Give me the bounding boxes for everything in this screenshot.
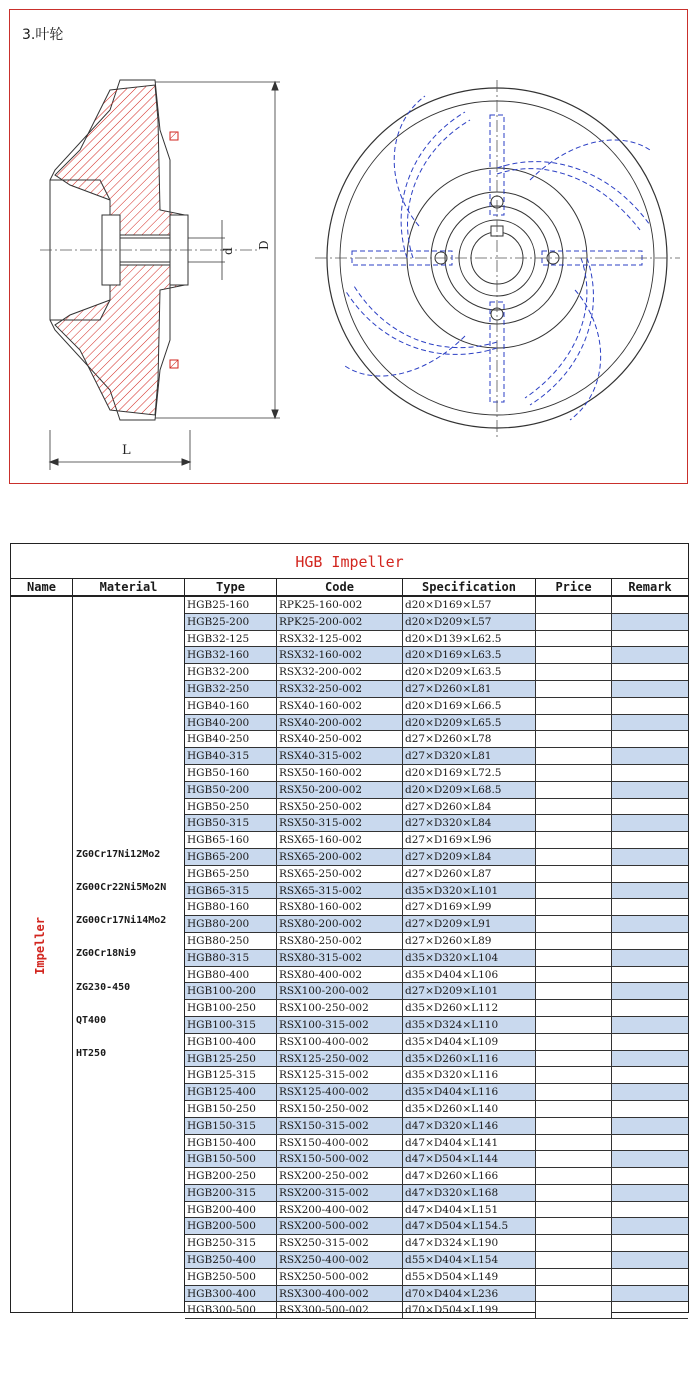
cell-price bbox=[536, 849, 612, 865]
cell-remark bbox=[612, 1302, 688, 1318]
cell-price bbox=[536, 715, 612, 731]
impeller-cross-section bbox=[40, 80, 280, 470]
cell-remark bbox=[612, 597, 688, 613]
table-row bbox=[185, 614, 688, 631]
cell-type: HGB25-160 bbox=[185, 597, 277, 613]
name-column bbox=[11, 597, 73, 1312]
cell-remark bbox=[612, 647, 688, 663]
cell-specification: d47×D504×L154.5 bbox=[403, 1218, 536, 1234]
cell-remark bbox=[612, 782, 688, 798]
table-row bbox=[185, 799, 688, 816]
cell-price bbox=[536, 883, 612, 899]
header-price: Price bbox=[536, 579, 612, 596]
cell-code: RSX250-315-002 bbox=[277, 1235, 403, 1251]
cell-price bbox=[536, 1034, 612, 1050]
table-row bbox=[185, 1051, 688, 1068]
cell-type: HGB40-160 bbox=[185, 698, 277, 714]
cell-type: HGB150-250 bbox=[185, 1101, 277, 1117]
cell-code: RSX200-400-002 bbox=[277, 1202, 403, 1218]
cell-code: RSX250-400-002 bbox=[277, 1252, 403, 1268]
cell-type: HGB125-400 bbox=[185, 1084, 277, 1100]
table-title: HGB Impeller bbox=[11, 544, 688, 579]
table-row bbox=[185, 1101, 688, 1118]
table-row bbox=[185, 647, 688, 664]
cell-type: HGB80-315 bbox=[185, 950, 277, 966]
cell-code: RSX150-250-002 bbox=[277, 1101, 403, 1117]
table-row bbox=[185, 631, 688, 648]
cell-price bbox=[536, 866, 612, 882]
cell-type: HGB80-250 bbox=[185, 933, 277, 949]
table-row bbox=[185, 866, 688, 883]
cell-type: HGB100-400 bbox=[185, 1034, 277, 1050]
cell-remark bbox=[612, 631, 688, 647]
cell-code: RSX300-500-002 bbox=[277, 1302, 403, 1318]
cell-remark bbox=[612, 1067, 688, 1083]
cell-type: HGB50-250 bbox=[185, 799, 277, 815]
table-row bbox=[185, 597, 688, 614]
cell-type: HGB65-200 bbox=[185, 849, 277, 865]
cell-type: HGB200-500 bbox=[185, 1218, 277, 1234]
cell-type: HGB250-315 bbox=[185, 1235, 277, 1251]
name-value: Impeller bbox=[33, 917, 47, 975]
cell-price bbox=[536, 1017, 612, 1033]
cell-type: HGB150-315 bbox=[185, 1118, 277, 1134]
cell-remark bbox=[612, 681, 688, 697]
cell-remark bbox=[612, 832, 688, 848]
table-row bbox=[185, 765, 688, 782]
cell-price bbox=[536, 933, 612, 949]
cell-specification: d55×D404×L154 bbox=[403, 1252, 536, 1268]
table-row bbox=[185, 748, 688, 765]
table-row bbox=[185, 1118, 688, 1135]
cell-remark bbox=[612, 748, 688, 764]
dimension-label-d-outer: D bbox=[257, 240, 271, 250]
cell-code: RSX32-250-002 bbox=[277, 681, 403, 697]
cell-type: HGB65-250 bbox=[185, 866, 277, 882]
cell-specification: d27×D169×L99 bbox=[403, 899, 536, 915]
cell-remark bbox=[612, 883, 688, 899]
header-specification: Specification bbox=[403, 579, 536, 596]
cell-price bbox=[536, 1218, 612, 1234]
cell-specification: d35×D404×L109 bbox=[403, 1034, 536, 1050]
cell-price bbox=[536, 983, 612, 999]
cell-specification: d27×D169×L96 bbox=[403, 832, 536, 848]
cell-type: HGB200-250 bbox=[185, 1168, 277, 1184]
cell-remark bbox=[612, 950, 688, 966]
cell-price bbox=[536, 1101, 612, 1117]
cell-type: HGB300-500 bbox=[185, 1302, 277, 1318]
cell-type: HGB300-400 bbox=[185, 1286, 277, 1302]
cell-remark bbox=[612, 1286, 688, 1302]
cell-type: HGB250-500 bbox=[185, 1269, 277, 1285]
header-code: Code bbox=[277, 579, 403, 596]
dimension-label-l: L bbox=[122, 443, 131, 458]
cell-type: HGB50-315 bbox=[185, 815, 277, 831]
cell-specification: d27×D260×L78 bbox=[403, 731, 536, 747]
cell-specification: d35×D320×L116 bbox=[403, 1067, 536, 1083]
cell-type: HGB40-200 bbox=[185, 715, 277, 731]
cell-code: RSX40-200-002 bbox=[277, 715, 403, 731]
table-body bbox=[185, 597, 688, 1319]
cell-remark bbox=[612, 1034, 688, 1050]
cell-code: RPK25-200-002 bbox=[277, 614, 403, 630]
cell-remark bbox=[612, 1269, 688, 1285]
cell-remark bbox=[612, 1051, 688, 1067]
cell-specification: d35×D404×L106 bbox=[403, 967, 536, 983]
cell-specification: d35×D260×L112 bbox=[403, 1000, 536, 1016]
cell-remark bbox=[612, 1118, 688, 1134]
cell-specification: d20×D209×L57 bbox=[403, 614, 536, 630]
cell-price bbox=[536, 647, 612, 663]
material-item: QT400 bbox=[76, 1015, 107, 1026]
table-row bbox=[185, 815, 688, 832]
cell-specification: d35×D320×L104 bbox=[403, 950, 536, 966]
table-row bbox=[185, 983, 688, 1000]
cell-type: HGB250-400 bbox=[185, 1252, 277, 1268]
cell-remark bbox=[612, 1084, 688, 1100]
cell-remark bbox=[612, 731, 688, 747]
table-row bbox=[185, 1017, 688, 1034]
cell-type: HGB65-160 bbox=[185, 832, 277, 848]
impeller-drawing-panel bbox=[9, 9, 688, 484]
cell-type: HGB200-315 bbox=[185, 1185, 277, 1201]
cell-code: RSX80-250-002 bbox=[277, 933, 403, 949]
cell-type: HGB65-315 bbox=[185, 883, 277, 899]
cell-price bbox=[536, 1135, 612, 1151]
section-title: 3.叶轮 bbox=[22, 27, 64, 43]
table-row bbox=[185, 1034, 688, 1051]
cell-code: RSX150-400-002 bbox=[277, 1135, 403, 1151]
cell-type: HGB80-400 bbox=[185, 967, 277, 983]
cell-price bbox=[536, 1302, 612, 1318]
cell-price bbox=[536, 899, 612, 915]
cell-specification: d20×D169×L66.5 bbox=[403, 698, 536, 714]
cell-price bbox=[536, 1084, 612, 1100]
cell-specification: d27×D320×L81 bbox=[403, 748, 536, 764]
cell-type: HGB80-200 bbox=[185, 916, 277, 932]
cell-specification: d27×D209×L91 bbox=[403, 916, 536, 932]
header-type: Type bbox=[185, 579, 277, 596]
cell-price bbox=[536, 1168, 612, 1184]
cell-specification: d35×D404×L116 bbox=[403, 1084, 536, 1100]
cell-remark bbox=[612, 1235, 688, 1251]
cell-code: RSX50-200-002 bbox=[277, 782, 403, 798]
cell-code: RSX100-200-002 bbox=[277, 983, 403, 999]
impeller-technical-drawing bbox=[10, 10, 689, 485]
cell-code: RSX200-250-002 bbox=[277, 1168, 403, 1184]
cell-specification: d47×D404×L141 bbox=[403, 1135, 536, 1151]
cell-price bbox=[536, 614, 612, 630]
cell-type: HGB32-200 bbox=[185, 664, 277, 680]
table-row bbox=[185, 1084, 688, 1101]
cell-type: HGB50-200 bbox=[185, 782, 277, 798]
cell-code: RSX100-250-002 bbox=[277, 1000, 403, 1016]
cell-code: RSX32-160-002 bbox=[277, 647, 403, 663]
cell-remark bbox=[612, 1168, 688, 1184]
cell-price bbox=[536, 967, 612, 983]
cell-price bbox=[536, 950, 612, 966]
impeller-table bbox=[10, 543, 689, 1317]
cell-type: HGB100-200 bbox=[185, 983, 277, 999]
table-row bbox=[185, 1269, 688, 1286]
cell-specification: d47×D504×L144 bbox=[403, 1151, 536, 1167]
cell-price bbox=[536, 1235, 612, 1251]
cell-specification: d27×D260×L81 bbox=[403, 681, 536, 697]
table-row bbox=[185, 1302, 688, 1319]
cell-code: RSX150-315-002 bbox=[277, 1118, 403, 1134]
table-row bbox=[185, 883, 688, 900]
dimension-label-d-bore: d bbox=[221, 247, 235, 255]
cell-code: RSX40-160-002 bbox=[277, 698, 403, 714]
cell-code: RSX200-500-002 bbox=[277, 1218, 403, 1234]
cell-specification: d35×D324×L110 bbox=[403, 1017, 536, 1033]
cell-price bbox=[536, 1252, 612, 1268]
cell-type: HGB200-400 bbox=[185, 1202, 277, 1218]
cell-remark bbox=[612, 1218, 688, 1234]
cell-specification: d27×D209×L84 bbox=[403, 849, 536, 865]
cell-price bbox=[536, 1000, 612, 1016]
cell-type: HGB40-315 bbox=[185, 748, 277, 764]
cell-type: HGB100-250 bbox=[185, 1000, 277, 1016]
cell-specification: d70×D404×L236 bbox=[403, 1286, 536, 1302]
cell-price bbox=[536, 1051, 612, 1067]
cell-specification: d27×D209×L101 bbox=[403, 983, 536, 999]
cell-price bbox=[536, 748, 612, 764]
cell-code: RSX65-250-002 bbox=[277, 866, 403, 882]
cell-remark bbox=[612, 983, 688, 999]
cell-price bbox=[536, 832, 612, 848]
cell-specification: d55×D504×L149 bbox=[403, 1269, 536, 1285]
cell-type: HGB32-125 bbox=[185, 631, 277, 647]
material-item: HT250 bbox=[76, 1048, 107, 1059]
table-row bbox=[185, 950, 688, 967]
cell-specification: d47×D324×L190 bbox=[403, 1235, 536, 1251]
header-name: Name bbox=[11, 579, 73, 596]
cell-type: HGB25-200 bbox=[185, 614, 277, 630]
cell-specification: d35×D320×L101 bbox=[403, 883, 536, 899]
cell-remark bbox=[612, 1135, 688, 1151]
table-row bbox=[185, 1067, 688, 1084]
cell-remark bbox=[612, 933, 688, 949]
cell-price bbox=[536, 597, 612, 613]
table-row bbox=[185, 782, 688, 799]
cell-remark bbox=[612, 916, 688, 932]
table-row bbox=[185, 849, 688, 866]
cell-remark bbox=[612, 1202, 688, 1218]
table-row bbox=[185, 681, 688, 698]
table-row bbox=[185, 899, 688, 916]
cell-type: HGB150-500 bbox=[185, 1151, 277, 1167]
cell-remark bbox=[612, 799, 688, 815]
table-row bbox=[185, 1135, 688, 1152]
cell-remark bbox=[612, 899, 688, 915]
table-row bbox=[185, 916, 688, 933]
material-item: ZG0Cr17Ni12Mo2 bbox=[76, 849, 161, 860]
cell-code: RSX300-400-002 bbox=[277, 1286, 403, 1302]
cell-specification: d20×D209×L65.5 bbox=[403, 715, 536, 731]
cell-specification: d27×D260×L89 bbox=[403, 933, 536, 949]
cell-price bbox=[536, 631, 612, 647]
table-row bbox=[185, 1151, 688, 1168]
cell-type: HGB125-315 bbox=[185, 1067, 277, 1083]
cell-price bbox=[536, 1118, 612, 1134]
cell-remark bbox=[612, 1017, 688, 1033]
cell-price bbox=[536, 681, 612, 697]
cell-type: HGB100-315 bbox=[185, 1017, 277, 1033]
cell-remark bbox=[612, 967, 688, 983]
table-row bbox=[185, 731, 688, 748]
cell-specification: d70×D504×L199 bbox=[403, 1302, 536, 1318]
cell-specification: d20×D169×L72.5 bbox=[403, 765, 536, 781]
cell-code: RSX40-315-002 bbox=[277, 748, 403, 764]
table-row bbox=[185, 1235, 688, 1252]
cell-price bbox=[536, 1269, 612, 1285]
cell-code: RSX65-315-002 bbox=[277, 883, 403, 899]
cell-specification: d20×D169×L63.5 bbox=[403, 647, 536, 663]
table-row bbox=[185, 1202, 688, 1219]
cell-specification: d35×D260×L140 bbox=[403, 1101, 536, 1117]
cell-specification: d47×D320×L146 bbox=[403, 1118, 536, 1134]
material-item: ZG0Cr18Ni9 bbox=[76, 948, 137, 959]
table-row bbox=[185, 664, 688, 681]
cell-remark bbox=[612, 765, 688, 781]
material-item: ZG00Cr17Ni14Mo2 bbox=[76, 915, 167, 926]
cell-specification: d47×D404×L151 bbox=[403, 1202, 536, 1218]
table-row bbox=[185, 1252, 688, 1269]
table-row bbox=[185, 933, 688, 950]
cell-code: RSX200-315-002 bbox=[277, 1185, 403, 1201]
cell-remark bbox=[612, 1000, 688, 1016]
cell-type: HGB32-250 bbox=[185, 681, 277, 697]
cell-code: RSX50-160-002 bbox=[277, 765, 403, 781]
cell-specification: d20×D209×L68.5 bbox=[403, 782, 536, 798]
cell-specification: d47×D260×L166 bbox=[403, 1168, 536, 1184]
cell-code: RSX65-200-002 bbox=[277, 849, 403, 865]
cell-price bbox=[536, 664, 612, 680]
cell-remark bbox=[612, 849, 688, 865]
impeller-front-view bbox=[315, 80, 680, 440]
cell-price bbox=[536, 731, 612, 747]
cell-price bbox=[536, 815, 612, 831]
cell-remark bbox=[612, 815, 688, 831]
cell-price bbox=[536, 1202, 612, 1218]
material-column bbox=[73, 597, 185, 1312]
cell-remark bbox=[612, 715, 688, 731]
cell-specification: d20×D169×L57 bbox=[403, 597, 536, 613]
cell-type: HGB50-160 bbox=[185, 765, 277, 781]
cell-price bbox=[536, 1067, 612, 1083]
cell-code: RSX100-315-002 bbox=[277, 1017, 403, 1033]
cell-code: RSX125-400-002 bbox=[277, 1084, 403, 1100]
cell-specification: d20×D209×L63.5 bbox=[403, 664, 536, 680]
cell-type: HGB32-160 bbox=[185, 647, 277, 663]
cell-remark bbox=[612, 1151, 688, 1167]
cell-code: RSX150-500-002 bbox=[277, 1151, 403, 1167]
cell-remark bbox=[612, 614, 688, 630]
cell-price bbox=[536, 916, 612, 932]
table-row bbox=[185, 967, 688, 984]
cell-code: RSX80-315-002 bbox=[277, 950, 403, 966]
cell-specification: d47×D320×L168 bbox=[403, 1185, 536, 1201]
cell-code: RSX32-125-002 bbox=[277, 631, 403, 647]
cell-code: RSX125-315-002 bbox=[277, 1067, 403, 1083]
cell-specification: d20×D139×L62.5 bbox=[403, 631, 536, 647]
cell-code: RSX80-160-002 bbox=[277, 899, 403, 915]
cell-specification: d35×D260×L116 bbox=[403, 1051, 536, 1067]
cell-code: RSX80-400-002 bbox=[277, 967, 403, 983]
cell-code: RSX250-500-002 bbox=[277, 1269, 403, 1285]
material-item: ZG230-450 bbox=[76, 982, 131, 993]
table-row bbox=[185, 1168, 688, 1185]
cell-remark bbox=[612, 1101, 688, 1117]
cell-code: RSX50-250-002 bbox=[277, 799, 403, 815]
cell-type: HGB80-160 bbox=[185, 899, 277, 915]
table-row bbox=[185, 1000, 688, 1017]
cell-price bbox=[536, 1185, 612, 1201]
table-row bbox=[185, 832, 688, 849]
cell-remark bbox=[612, 866, 688, 882]
cell-price bbox=[536, 698, 612, 714]
header-material: Material bbox=[73, 579, 185, 596]
cell-type: HGB150-400 bbox=[185, 1135, 277, 1151]
table-row bbox=[185, 1218, 688, 1235]
cell-code: RSX125-250-002 bbox=[277, 1051, 403, 1067]
cell-price bbox=[536, 1286, 612, 1302]
cell-code: RPK25-160-002 bbox=[277, 597, 403, 613]
table-row bbox=[185, 1185, 688, 1202]
cell-specification: d27×D260×L87 bbox=[403, 866, 536, 882]
cell-type: HGB125-250 bbox=[185, 1051, 277, 1067]
cell-code: RSX32-200-002 bbox=[277, 664, 403, 680]
cell-specification: d27×D260×L84 bbox=[403, 799, 536, 815]
material-item: ZG00Cr22Ni5Mo2N bbox=[76, 882, 167, 893]
table-row bbox=[185, 715, 688, 732]
cell-code: RSX100-400-002 bbox=[277, 1034, 403, 1050]
table-row bbox=[185, 1286, 688, 1303]
cell-specification: d27×D320×L84 bbox=[403, 815, 536, 831]
cell-price bbox=[536, 799, 612, 815]
header-remark: Remark bbox=[612, 579, 688, 596]
cell-remark bbox=[612, 1252, 688, 1268]
cell-code: RSX65-160-002 bbox=[277, 832, 403, 848]
cell-code: RSX40-250-002 bbox=[277, 731, 403, 747]
cell-price bbox=[536, 782, 612, 798]
cell-price bbox=[536, 765, 612, 781]
cell-code: RSX50-315-002 bbox=[277, 815, 403, 831]
cell-type: HGB40-250 bbox=[185, 731, 277, 747]
cell-remark bbox=[612, 698, 688, 714]
cell-remark bbox=[612, 664, 688, 680]
cell-remark bbox=[612, 1185, 688, 1201]
cell-code: RSX80-200-002 bbox=[277, 916, 403, 932]
table-row bbox=[185, 698, 688, 715]
cell-price bbox=[536, 1151, 612, 1167]
